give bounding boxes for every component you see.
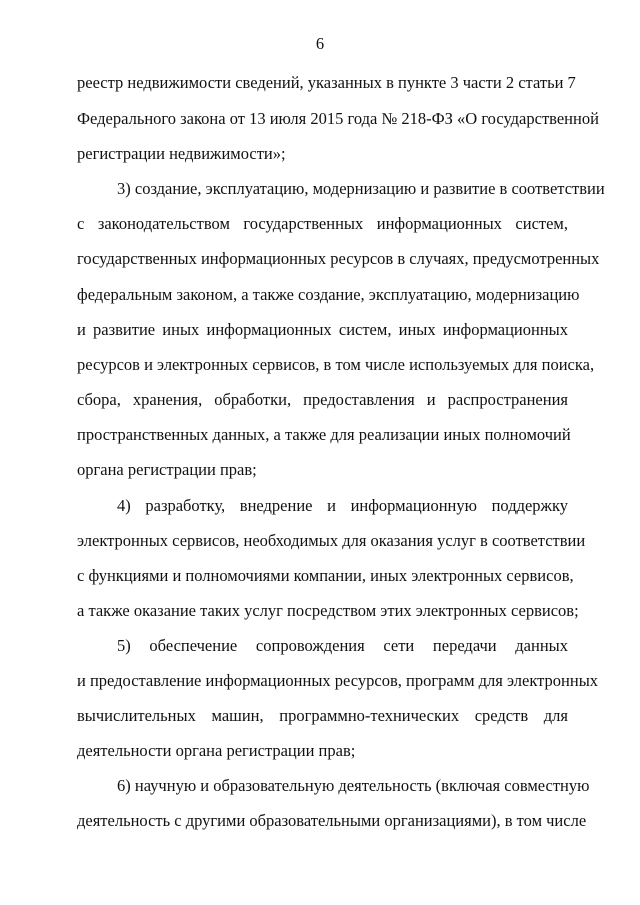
text-line: органа регистрации прав; (77, 460, 257, 479)
text-line: и развитие иных информационных систем, иных информационных (77, 320, 568, 339)
text-line: и предоставление информационных ресурсов, программ для электронных (77, 671, 599, 690)
text-line: государственных информационных ресурсов в случаях, предусмотренных (77, 249, 600, 268)
text-line: а также оказание таких услуг посредством этих электронных сервисов; (77, 601, 579, 620)
text-line: сбора, хранения, обработки, предоставления и распространения (77, 390, 568, 409)
text-line: реестр недвижимости сведений, указанных в пункте 3 части 2 статьи 7 (77, 73, 576, 92)
text-line: Федерального закона от 13 июля 2015 года № 218-ФЗ «О государственной (77, 109, 599, 128)
paragraph-4-first-line: 4) разработку, внедрение и информационную поддержку (117, 496, 568, 515)
text-line: с функциями и полномочиями компании, иных электронных сервисов, (77, 566, 574, 585)
text-line: деятельность с другими образовательными организациями), в том числе (77, 811, 587, 830)
text-line: с законодательством государственных информационных систем, (77, 214, 568, 233)
text-line: деятельности органа регистрации прав; (77, 741, 356, 760)
text-line: пространственных данных, а также для реализации иных полномочий (77, 425, 571, 444)
paragraph-6-first-line: 6) научную и образовательную деятельность (включая совместную (117, 776, 590, 795)
paragraph-3-first-line: 3) создание, эксплуатацию, модернизацию и развитие в соответствии (117, 179, 605, 198)
page-number: 6 (315, 34, 325, 53)
text-line: ресурсов и электронных сервисов, в том числе используемых для поиска, (77, 355, 595, 374)
text-line: федеральным законом, а также создание, эксплуатацию, модернизацию (77, 285, 580, 304)
paragraph-5-first-line: 5) обеспечение сопровождения сети передачи данных (117, 636, 568, 655)
text-line: регистрации недвижимости»; (77, 144, 286, 163)
text-line: электронных сервисов, необходимых для оказания услуг в соответствии (77, 531, 586, 550)
text-line: вычислительных машин, программно-технических средств для (77, 706, 568, 725)
